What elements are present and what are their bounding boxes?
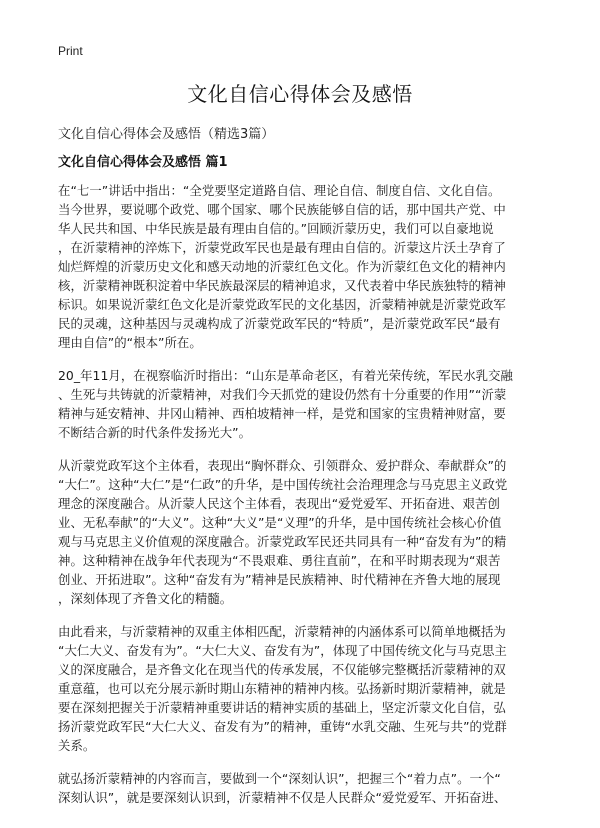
section-heading: 文化自信心得体会及感悟 篇1 <box>58 155 228 170</box>
paragraph-line: 不断结合新的时代条件发扬光大”。 <box>58 425 252 440</box>
paragraph-line: 理念的深度融合。从沂蒙人民这个主体看，表现出“爱党爱军、开拓奋进、艰苦创 <box>58 496 500 511</box>
paragraph-line: 神。这种精神在战争年代表现为“不畏艰难、勇往直前”，在和平时期表现为“艰苦 <box>58 553 501 568</box>
paragraph <box>58 456 544 608</box>
paragraph-line: ，在沂蒙精神的淬炼下，沂蒙党政军民也是最有理由自信的。沂蒙这片沃土孕育了 <box>58 240 506 255</box>
paragraph-line: 业、无私奉献”的“大义”。这种“大义”是“义理”的升华，是中国传统社会核心价值 <box>58 515 502 530</box>
print-label: Print <box>58 44 83 58</box>
paragraph-line: ，深刻体现了齐鲁文化的精髓。 <box>58 591 233 606</box>
paragraph-line: 理由自信”的“根本”所在。 <box>58 335 202 350</box>
document-title: 文化自信心得体会及感悟 <box>187 82 413 106</box>
paragraph-line: 核，沂蒙精神既积淀着中华民族最深层的精神追求，又代表着中华民族独特的精神 <box>58 278 506 293</box>
document-subtitle: 文化自信心得体会及感悟（精选3篇） <box>58 127 275 142</box>
paragraph-line: 在“七一”讲话中指出：“全党要坚定道路自信、理论自信、制度自信、文化自信。 <box>58 183 501 198</box>
paragraph-line: 创业、开拓进取”。这种“奋发有为”精神是民族精神、时代精神在齐鲁大地的展现 <box>58 572 501 587</box>
paragraph-line: 就弘扬沂蒙精神的内容而言，要做到一个“深刻认识”，把握三个“着力点”。一个“ <box>58 771 501 786</box>
paragraph <box>58 622 544 755</box>
paragraph <box>58 769 544 807</box>
paragraph-line: 华人民共和国、中华民族是最有理由自信的。”回顾沂蒙历史，我们可以自豪地说 <box>58 221 494 236</box>
paragraph-line: 重意蕴，也可以充分展示新时期山东精神的精神内核。弘扬新时期沂蒙精神，就是 <box>58 681 506 696</box>
paragraph-line: 观与马克思主义价值观的深度融合。沂蒙党政军民还共同具有一种“奋发有为”的精 <box>58 534 507 549</box>
paragraph <box>58 181 544 352</box>
paragraph-line: 扬沂蒙党政军民“大仁大义、奋发有为”的精神，重铸“水乳交融、生死与共”的党群 <box>58 719 507 734</box>
paragraph-line: 义的深度融合，是齐鲁文化在现当代的传承发展，不仅能够完整概括沂蒙精神的双 <box>58 662 506 677</box>
paragraph-line: 标识。如果说沂蒙红色文化是沂蒙党政军民的文化基因，沂蒙精神就是沂蒙党政军 <box>58 297 506 312</box>
paragraph-line: 精神与延安精神、井冈山精神、西柏坡精神一样，是党和国家的宝贵精神财富，要 <box>58 406 506 421</box>
paragraph-line: “大仁大义、奋发有为”。“大仁大义、奋发有为”，体现了中国传统文化与马克思主 <box>58 643 507 658</box>
paragraph-line: 20_年11月，在视察临沂时指出：“山东是革命老区，有着光荣传统，军民水乳交融 <box>58 368 513 383</box>
paragraph-line: 民的灵魂，这种基因与灵魂构成了沂蒙党政军民的“特质”，是沂蒙党政军民“最有 <box>58 316 501 331</box>
paragraph-line: 从沂蒙党政军这个主体看，表现出“胸怀群众、引领群众、爱护群众、奉献群众”的 <box>58 458 507 473</box>
paragraph-line: 关系。 <box>58 738 96 753</box>
paragraph-line: 要在深刻把握关于沂蒙精神重要讲话的精神实质的基础上，坚定沂蒙文化自信，弘 <box>58 700 506 715</box>
paragraph-line: 由此看来，与沂蒙精神的双重主体相匹配，沂蒙精神的内涵体系可以简单地概括为 <box>58 624 506 639</box>
paragraph-line: 当今世界，要说哪个政党、哪个国家、哪个民族能够自信的话，那中国共产党、中 <box>58 202 506 217</box>
document-body <box>58 181 544 821</box>
paragraph-line: 、生死与共铸就的沂蒙精神，对我们今天抓党的建设仍然有十分重要的作用”“沂蒙 <box>58 387 507 402</box>
paragraph-line: 深刻认识”，就是要深刻认识到，沂蒙精神不仅是人民群众“爱党爱军、开拓奋进、 <box>58 790 507 805</box>
paragraph-line: 灿烂辉煌的沂蒙历史文化和感天动地的沂蒙红色文化。作为沂蒙红色文化的精神内 <box>58 259 506 274</box>
paragraph <box>58 366 544 442</box>
paragraph-line: “大仁”。这种“大仁”是“仁政”的升华，是中国传统社会治理理念与马克思主义政党 <box>58 477 508 492</box>
